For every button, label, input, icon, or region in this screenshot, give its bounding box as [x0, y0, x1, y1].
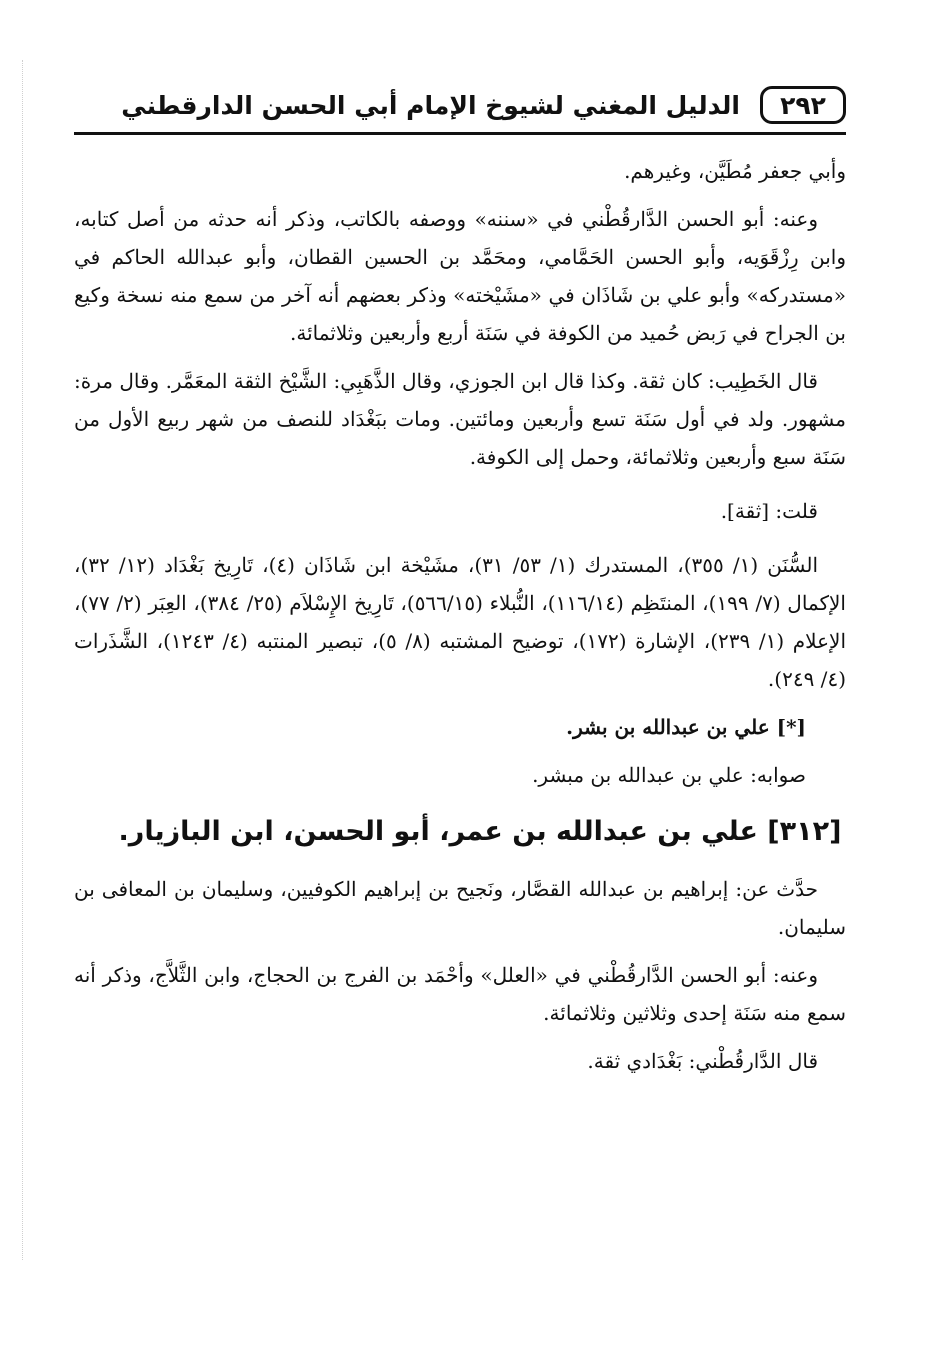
- page-number: ٢٩٢: [760, 86, 846, 124]
- author-verdict: قلت: [ثقة].: [720, 499, 818, 523]
- entry-heading: [٣١٢] علي بن عبدالله بن عمر، أبو الحسن، ابن البازيار.: [118, 816, 842, 847]
- page-body: [74, 152, 846, 1090]
- assessment-line-312: قال الدَّارقُطْني: بَغْدَادي ثقة.: [587, 1049, 818, 1073]
- scan-edge-line: [22, 60, 23, 1260]
- teachers-paragraph: حدَّث عن: إبراهيم بن عبدالله القصَّار، ونَجيح بن إبراهيم الكوفيين، وسليمان بن المعافى بن سليمان.: [74, 877, 846, 939]
- correction-line: صوابه: علي بن عبدالله بن مبشر.: [532, 763, 806, 787]
- sources-paragraph: السُّنَن (١/ ٣٥٥)، المستدرك (١/ ٥٣/ ٣١)، مشَيْخة ابن شَاذَان (٤)، تَارِيخ بَغْدَاد (١٢/ ٣٢)، الإكمال (٧/ ١٩٩)، المنتَظِم (١١٦/١٤)، النُّبلاء (٥٦٦/١٥)، تَارِيخ الإِسْلاَم (٢٥/ ٣٨٤)، العِبَر (٢/ ٧٧)، الإعلام (١/ ٢٣٩)، الإشارة (١٧٢)، توضيح المشتبه (٨/ ٥)، تبصير المنتبه (٤/ ١٢٤٣)، الشَّذَرات (٤/ ٢٤٩).: [74, 553, 846, 691]
- continued-line: وأبي جعفر مُطَيَّن، وغيرهم.: [624, 159, 846, 183]
- students-paragraph-312: وعنه: أبو الحسن الدَّارقُطْني في «العلل» وأحْمَد بن الفرج بن الحجاج، وابن الثَّلاَّج، وذكر أنه سمع منه سَنَة إحدى وثلاثين وثلاثمائة.: [74, 963, 846, 1025]
- assessment-paragraph: قال الخَطِيب: كان ثقة. وكذا قال ابن الجوزي، وقال الذَّهَبِي: الشَّيْخ الثقة المعَمَّر. وقال مرة: مشهور. ولد في أول سَنَة تسع وأربعين ومائتين. ومات ببَغْدَاد للنصف من شهر ربيع الأول من سَنَة سبع وأربعين وثلاثمائة، وحمل إلى الكوفة.: [74, 369, 846, 469]
- header-rule: [74, 132, 846, 135]
- running-header: [74, 84, 846, 136]
- marked-name-line: [*] علي بن عبدالله بن بشر.: [566, 715, 806, 739]
- students-paragraph: وعنه: أبو الحسن الدَّارقُطْني في «سننه» ووصفه بالكاتب، وذكر أنه حدثه من أصل كتابه، وابن رِزْقَوَيه، وأبو الحسن الحَمَّامي، ومحَمَّد بن الحسين القطان، وأبو عبدالله الحاكم في «مستدركه» وأبو علي بن شَاذَان في «مشَيْخته» وذكر بعضهم أنه آخر من سمع منه نسخة وكيع بن الجراح في رَبض حُميد من الكوفة في سَنَة أربع وأربعين وثلاثمائة.: [74, 207, 846, 345]
- running-title: الدليل المغني لشيوخ الإمام أبي الحسن الدارقطني: [121, 90, 740, 120]
